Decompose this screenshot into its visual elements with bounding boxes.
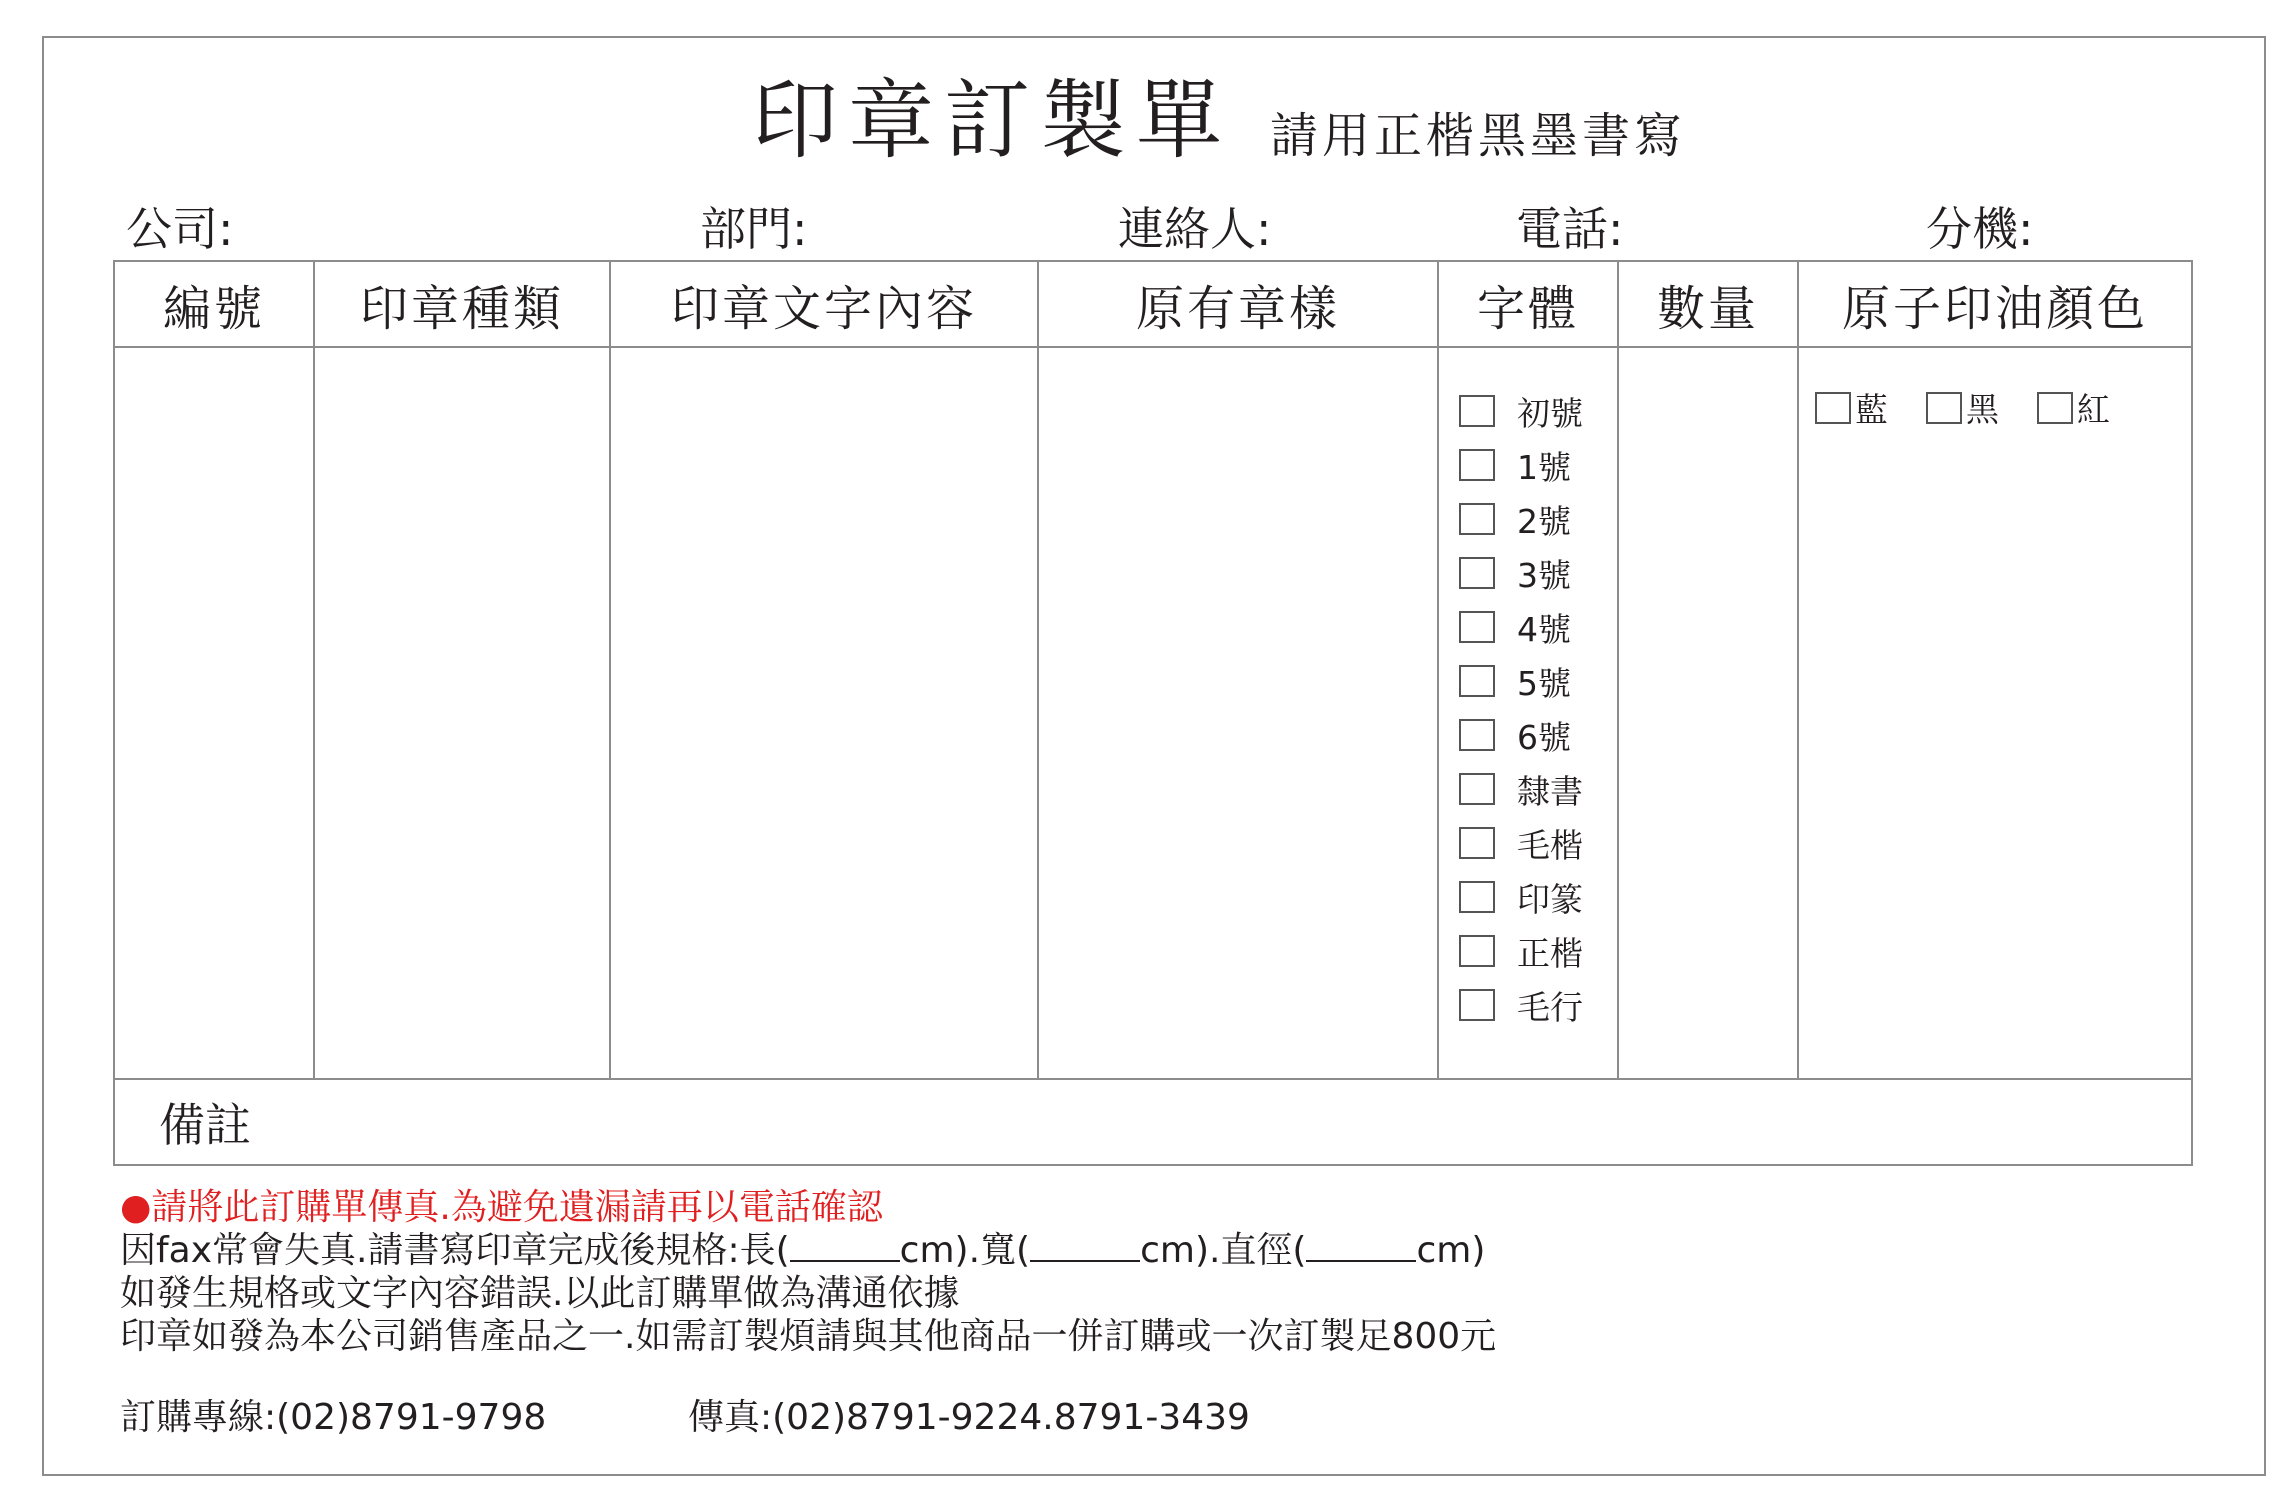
contact-person-field[interactable]: 連絡人:: [1118, 202, 1272, 256]
original-sample-cell[interactable]: [1038, 347, 1438, 1079]
width-blank[interactable]: [1030, 1230, 1140, 1262]
font-option-label: 5號: [1517, 663, 1571, 703]
column-header-font: 字體: [1438, 261, 1618, 347]
font-options-cell: [1438, 347, 1618, 1079]
font-option-label: 1號: [1517, 447, 1571, 487]
checkbox-icon[interactable]: [2037, 392, 2073, 424]
checkbox-icon[interactable]: [1926, 392, 1962, 424]
checkbox-icon[interactable]: [1459, 935, 1495, 967]
font-option[interactable]: [1459, 978, 1617, 1032]
fax-numbers: 傳真:(02)8791-9224.8791-3439: [688, 1397, 1250, 1438]
font-option-label: 2號: [1517, 501, 1571, 541]
seal-type-cell[interactable]: [314, 347, 610, 1079]
quantity-cell[interactable]: [1618, 347, 1798, 1079]
checkbox-icon[interactable]: [1459, 989, 1495, 1021]
font-option-label: 印篆: [1517, 879, 1583, 919]
checkbox-icon[interactable]: [1459, 665, 1495, 697]
font-option-label: 4號: [1517, 609, 1571, 649]
warning-note: [120, 1186, 1496, 1229]
column-header-seal-type: 印章種類: [314, 261, 610, 347]
column-header-quantity: 數量: [1618, 261, 1798, 347]
ink-color-option-red[interactable]: [2037, 384, 2110, 431]
number-cell[interactable]: [114, 347, 314, 1079]
size-spec-width-unit: cm).直徑(: [1140, 1230, 1307, 1271]
checkbox-icon[interactable]: [1459, 881, 1495, 913]
column-header-ink-color: 原子印油顏色: [1798, 261, 2192, 347]
checkbox-icon[interactable]: [1459, 827, 1495, 859]
minimum-order-note: 印章如發為本公司銷售產品之一.如需訂製煩請與其他商品一併訂購或一次訂製足800元: [120, 1316, 1497, 1357]
checkbox-icon[interactable]: [1459, 611, 1495, 643]
font-option[interactable]: [1459, 762, 1617, 816]
font-option-label: 毛行: [1517, 987, 1583, 1027]
phone-field[interactable]: 電話:: [1516, 202, 1624, 256]
ink-color-options: [1799, 348, 2191, 431]
length-blank[interactable]: [790, 1230, 900, 1262]
department-field[interactable]: 部門:: [700, 202, 808, 256]
font-option[interactable]: [1459, 438, 1617, 492]
bullet-icon: ●: [120, 1187, 152, 1228]
ink-color-label: 紅: [2077, 390, 2110, 429]
font-option[interactable]: [1459, 924, 1617, 978]
font-option[interactable]: [1459, 654, 1617, 708]
size-spec-prefix: 因fax常會失真.請書寫印章完成後規格:長(: [120, 1230, 790, 1271]
order-table: [113, 260, 2193, 1166]
font-option[interactable]: [1459, 600, 1617, 654]
font-option[interactable]: [1459, 870, 1617, 924]
font-option[interactable]: [1459, 708, 1617, 762]
checkbox-icon[interactable]: [1459, 719, 1495, 751]
size-spec-length-unit: cm).寬(: [899, 1230, 1031, 1271]
table-header-row: [114, 261, 2192, 347]
font-option[interactable]: [1459, 546, 1617, 600]
form-subtitle: 請用正楷黑墨書寫: [1270, 108, 1687, 164]
extension-field[interactable]: 分機:: [1926, 202, 2034, 256]
order-hotline: 訂購專線:(02)8791-9798: [120, 1397, 547, 1438]
company-field[interactable]: 公司:: [126, 202, 234, 256]
ink-color-label: 黑: [1966, 390, 1999, 429]
column-header-seal-text: 印章文字內容: [610, 261, 1038, 347]
font-option[interactable]: [1459, 816, 1617, 870]
warning-text: 請將此訂購單傳真.為避免遺漏請再以電話確認: [151, 1187, 883, 1228]
table-row: [114, 347, 2192, 1079]
checkbox-icon[interactable]: [1459, 395, 1495, 427]
font-option[interactable]: [1459, 384, 1617, 438]
font-option-label: 6號: [1517, 717, 1571, 757]
column-header-original-sample: 原有章樣: [1038, 261, 1438, 347]
checkbox-icon[interactable]: [1459, 503, 1495, 535]
font-option-label: 正楷: [1517, 933, 1583, 973]
font-options-list: [1439, 348, 1617, 1032]
font-option-label: 3號: [1517, 555, 1571, 595]
column-header-number: 編號: [114, 261, 314, 347]
checkbox-icon[interactable]: [1459, 449, 1495, 481]
remarks-row: [114, 1079, 2192, 1165]
notes-section: [120, 1186, 1496, 1358]
ink-color-option-blue[interactable]: [1815, 384, 1888, 431]
size-spec-diameter-unit: cm): [1416, 1230, 1486, 1271]
font-option-label: 毛楷: [1517, 825, 1583, 865]
ink-color-option-black[interactable]: [1926, 384, 1999, 431]
font-option-label: 隸書: [1517, 771, 1583, 811]
diameter-blank[interactable]: [1306, 1230, 1416, 1262]
font-option-label: 初號: [1517, 393, 1583, 433]
checkbox-icon[interactable]: [1459, 773, 1495, 805]
size-spec-note: [120, 1229, 1496, 1272]
font-option[interactable]: [1459, 492, 1617, 546]
ink-color-label: 藍: [1855, 390, 1888, 429]
remarks-label: 備註: [159, 1098, 251, 1152]
error-basis-note: 如發生規格或文字內容錯誤.以此訂購單做為溝通依據: [120, 1273, 960, 1314]
seal-text-cell[interactable]: [610, 347, 1038, 1079]
remarks-field[interactable]: [114, 1079, 2192, 1165]
checkbox-icon[interactable]: [1815, 392, 1851, 424]
form-title: 印章訂製單: [752, 71, 1232, 171]
checkbox-icon[interactable]: [1459, 557, 1495, 589]
ink-color-cell: [1798, 347, 2192, 1079]
